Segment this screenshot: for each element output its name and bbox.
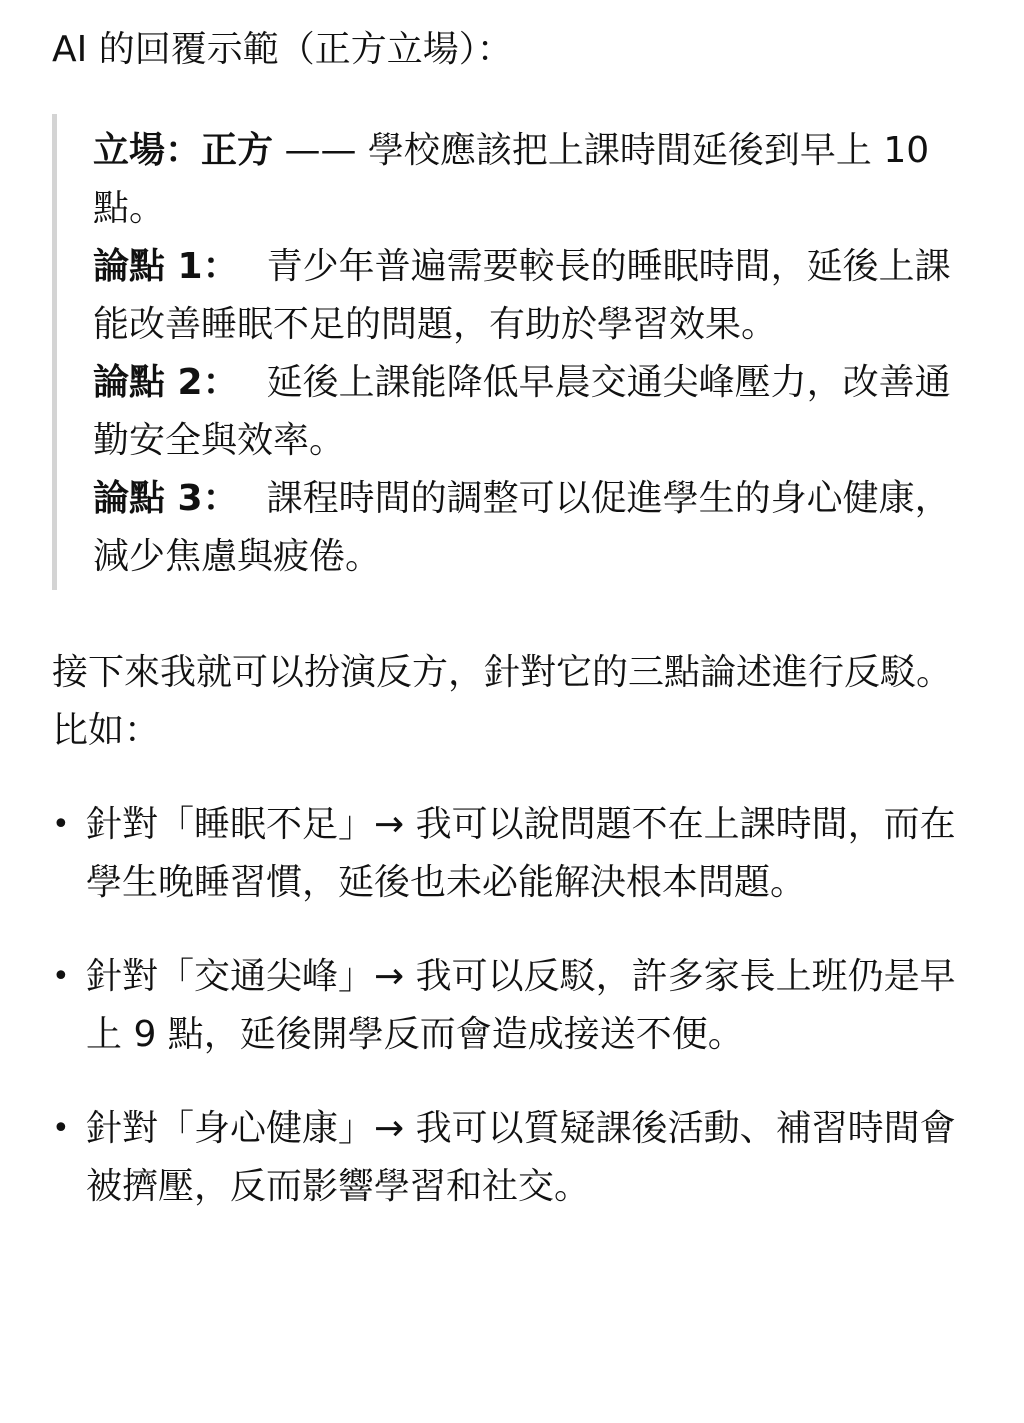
stance-line: [93, 122, 974, 238]
argument-point-1: [93, 238, 974, 354]
stance-text: —— 學校應該把上課時間延後到早上 10 點。: [93, 130, 930, 229]
argument-label: 論點 1：: [93, 246, 239, 287]
rebuttal-list: [52, 796, 974, 1216]
bullet-marker: •: [52, 807, 70, 842]
list-item-text: 針對「身心健康」→ 我可以質疑課後活動、補習時間會被擠壓，反而影響學習和社交。: [86, 1108, 956, 1207]
list-item-text: 針對「交通尖峰」→ 我可以反駁，許多家長上班仍是早上 9 點，延後開學反而會造成接送不便。: [86, 956, 956, 1055]
ai-reply-blockquote: [52, 114, 974, 590]
list-item: [52, 948, 974, 1064]
rebuttal-intro-paragraph: 接下來我就可以扮演反方，針對它的三點論述進行反駁。比如：: [52, 652, 953, 751]
stance-label: 立場：正方: [93, 130, 274, 171]
bullet-marker: •: [52, 1111, 70, 1146]
bullet-marker: •: [52, 959, 70, 994]
argument-label: 論點 2：: [93, 362, 239, 403]
argument-label: 論點 3：: [93, 478, 239, 519]
argument-text: 青少年普遍需要較長的睡眠時間，延後上課能改善睡眠不足的問題，有助於學習效果。: [93, 246, 951, 345]
list-item: [52, 796, 974, 912]
list-item: [52, 1100, 974, 1216]
intro-heading: AI 的回覆示範（正方立場）：: [52, 29, 513, 70]
argument-text: 課程時間的調整可以促進學生的身心健康，減少焦慮與疲倦。: [93, 478, 951, 577]
argument-text: 延後上課能降低早晨交通尖峰壓力，改善通勤安全與效率。: [93, 362, 951, 461]
list-item-text: 針對「睡眠不足」→ 我可以說問題不在上課時間，而在學生晚睡習慣，延後也未必能解決根本問題。: [86, 804, 956, 903]
argument-point-3: [93, 470, 974, 586]
argument-point-2: [93, 354, 974, 470]
